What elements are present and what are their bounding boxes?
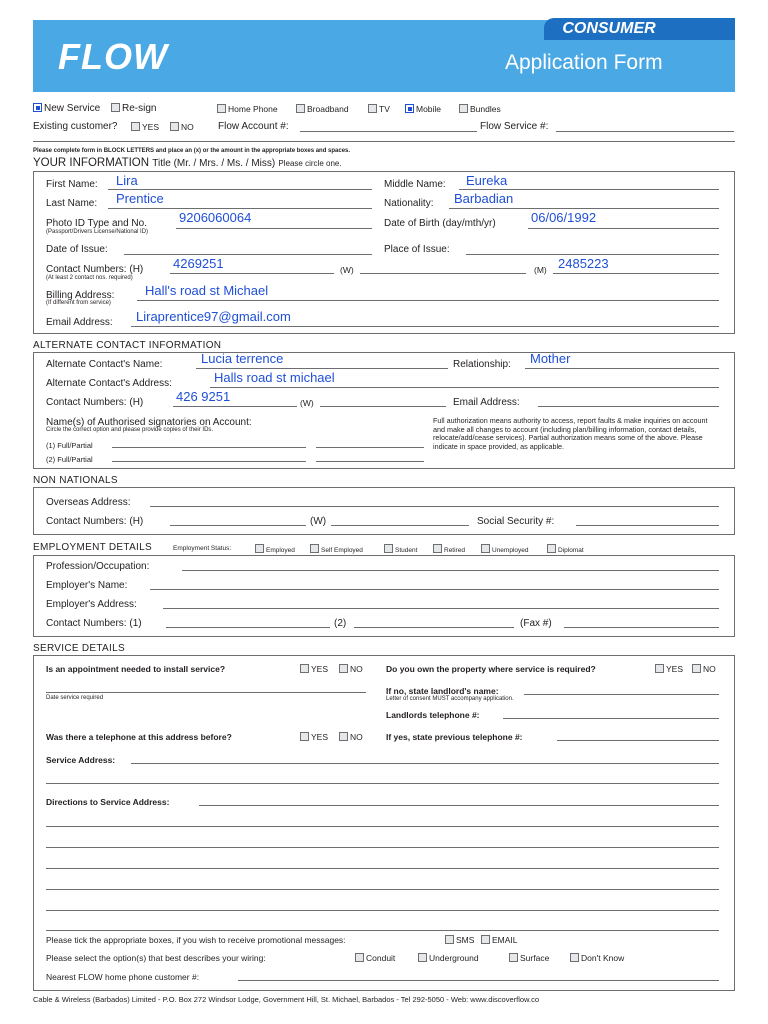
signatory-2-field[interactable] <box>112 461 306 462</box>
service-address-field[interactable] <box>131 763 719 764</box>
existing-yes-label: YES <box>142 122 160 132</box>
previous-phone-field[interactable] <box>557 740 719 741</box>
employed-option[interactable] <box>255 544 295 554</box>
bundles-option[interactable] <box>459 104 501 114</box>
own-no-label: NO <box>703 664 716 674</box>
last-name-label: Last Name: <box>46 198 98 209</box>
directions-line-4[interactable] <box>46 868 719 869</box>
contact-w-label: (W) <box>340 265 354 275</box>
page-title: Application Form <box>505 51 663 74</box>
employment-status-label: Employment Status: <box>173 545 232 552</box>
home-phone-checkbox[interactable] <box>217 104 226 113</box>
student-option[interactable] <box>384 544 417 554</box>
tel-before-no-checkbox[interactable] <box>339 732 348 741</box>
emp-contact-label: Contact Numbers: (1) <box>46 618 142 629</box>
fax-field[interactable] <box>564 627 719 628</box>
directions-label: Directions to Service Address: <box>46 797 170 807</box>
resign-option[interactable] <box>111 103 156 114</box>
footer-text: Cable & Wireless (Barbados) Limited - P.O. Box 272 Windsor Lodge, Government Hill, St. Michael, Barbados - Tel 292-5050 - Web: www.discoverflow.co <box>33 995 540 1004</box>
conduit-checkbox[interactable] <box>355 953 364 962</box>
home-phone-option[interactable] <box>217 104 278 114</box>
telephone-before-question: Was there a telephone at this address before? <box>46 732 232 742</box>
appointment-no-label: NO <box>350 664 363 674</box>
tel-before-yes-checkbox[interactable] <box>300 732 309 741</box>
consumer-label: CONSUMER <box>562 20 656 37</box>
title-prompt: Title (Mr. / Mrs. / Ms. / Miss) <box>152 158 276 169</box>
student-label: Student <box>395 547 418 554</box>
underground-label: Underground <box>429 953 479 963</box>
resign-label: Re-sign <box>122 103 157 114</box>
ss-field[interactable] <box>576 525 719 526</box>
promo-label: Please tick the appropriate boxes, if you wish to receive promotional messages: <box>46 935 346 945</box>
diplomat-checkbox[interactable] <box>547 544 556 553</box>
billing-value: Hall's road st Michael <box>145 283 269 298</box>
existing-customer-label: Existing customer? <box>33 121 118 132</box>
dont-know-option[interactable] <box>570 953 624 963</box>
alt-contact-label: Contact Numbers: (H) <box>46 397 144 408</box>
flow-service-field[interactable] <box>556 131 734 132</box>
own-yes-option[interactable] <box>655 664 683 674</box>
dont-know-label: Don't Know <box>581 953 625 963</box>
broadband-option[interactable] <box>296 104 349 114</box>
email-field[interactable] <box>131 326 719 327</box>
underground-option[interactable] <box>418 953 479 963</box>
surface-option[interactable] <box>509 953 549 963</box>
nn-contact-h-field[interactable] <box>170 525 306 526</box>
tv-option[interactable] <box>368 104 390 114</box>
middle-name-value: Eureka <box>466 173 508 188</box>
existing-no-label: NO <box>181 122 194 132</box>
own-no-option[interactable] <box>692 664 716 674</box>
service-title: SERVICE DETAILS <box>33 643 125 654</box>
photo-id-value: 9206060064 <box>179 210 252 225</box>
sms-option[interactable] <box>445 935 474 945</box>
nationality-field[interactable] <box>449 208 719 209</box>
nn-contact-w-field[interactable] <box>331 525 469 526</box>
emp-contact-2-label: (2) <box>334 618 347 629</box>
sms-label: SMS <box>456 935 475 945</box>
underground-checkbox[interactable] <box>418 953 427 962</box>
nn-contact-label: Contact Numbers: (H) <box>46 516 144 527</box>
self-employed-checkbox[interactable] <box>310 544 319 553</box>
sms-checkbox[interactable] <box>445 935 454 944</box>
signatory-2-extra-field[interactable] <box>316 461 424 462</box>
place-issue-field[interactable] <box>466 254 719 255</box>
emp-contact-1-field[interactable] <box>166 627 330 628</box>
photo-id-label: Photo ID Type and No. <box>46 218 147 229</box>
diplomat-option[interactable] <box>547 544 584 554</box>
own-yes-checkbox[interactable] <box>655 664 664 673</box>
date-required-label: Date service required <box>46 695 104 701</box>
overseas-field[interactable] <box>150 506 719 507</box>
alternate-title: ALTERNATE CONTACT INFORMATION <box>33 340 222 351</box>
full-partial-1-label: (1) Full/Partial <box>46 441 93 450</box>
alt-email-field[interactable] <box>538 406 719 407</box>
flow-service-label: Flow Service #: <box>480 121 549 132</box>
alt-name-value: Lucia terrence <box>201 351 284 366</box>
nationality-value: Barbadian <box>454 191 514 206</box>
diplomat-label: Diplomat <box>558 547 584 554</box>
alt-email-label: Email Address: <box>453 397 520 408</box>
your-info-title: YOUR INFORMATION <box>33 157 150 169</box>
alt-name-field[interactable] <box>196 368 448 369</box>
email-promo-option[interactable] <box>481 935 518 945</box>
email-value: Liraprentice97@gmail.com <box>136 309 291 324</box>
fax-label: (Fax #) <box>520 618 552 629</box>
service-address-line-2[interactable] <box>46 783 719 784</box>
contact-h-value: 4269251 <box>173 256 224 271</box>
circle-one-note: Please circle one. <box>278 159 342 168</box>
unemployed-option[interactable] <box>481 544 529 554</box>
emp-contact-2-field[interactable] <box>354 627 514 628</box>
contact-m-value: 2485223 <box>558 256 609 271</box>
appointment-yes-option[interactable] <box>300 664 328 674</box>
signatory-1-field[interactable] <box>112 447 306 448</box>
non-nationals-title: NON NATIONALS <box>33 475 118 486</box>
dob-value: 06/06/1992 <box>531 210 597 225</box>
contact-h-field[interactable] <box>170 273 334 274</box>
contact-label: Contact Numbers: (H) <box>46 264 144 275</box>
alt-address-label: Alternate Contact's Address: <box>46 378 172 389</box>
alt-contact-h-field[interactable] <box>173 406 297 407</box>
tv-checkbox[interactable] <box>368 104 377 113</box>
appointment-no-option[interactable] <box>339 664 363 674</box>
broadband-label: Broadband <box>307 104 349 114</box>
employment-title: EMPLOYMENT DETAILS <box>33 542 152 553</box>
contact-m-label: (M) <box>534 265 547 275</box>
middle-name-field[interactable] <box>459 189 719 190</box>
profession-field[interactable] <box>182 570 719 571</box>
billing-field[interactable] <box>137 300 719 301</box>
nearest-customer-label: Nearest FLOW home phone customer #: <box>46 972 200 982</box>
ss-label: Social Security #: <box>477 516 555 527</box>
unemployed-label: Unemployed <box>492 547 529 554</box>
conduit-option[interactable] <box>355 953 395 963</box>
email-promo-checkbox[interactable] <box>481 935 490 944</box>
middle-name-label: Middle Name: <box>384 179 446 190</box>
new-service-checkbox[interactable] <box>33 103 42 112</box>
employed-label: Employed <box>266 547 295 554</box>
overseas-label: Overseas Address: <box>46 497 131 508</box>
last-name-value: Prentice <box>116 191 164 206</box>
student-checkbox[interactable] <box>384 544 393 553</box>
directions-line-6[interactable] <box>46 910 719 911</box>
alt-contact-w-label: (W) <box>300 398 314 408</box>
date-required-field[interactable] <box>46 692 366 693</box>
tv-label: TV <box>379 104 390 114</box>
full-partial-2-label: (2) Full/Partial <box>46 455 93 464</box>
nn-contact-w-label: (W) <box>310 516 327 527</box>
photo-id-note: (Passport/Drivers License/National ID) <box>46 229 149 235</box>
bundles-label: Bundles <box>470 104 501 114</box>
appointment-yes-label: YES <box>311 664 329 674</box>
unemployed-checkbox[interactable] <box>481 544 490 553</box>
non-nationals-section <box>33 487 735 535</box>
surface-label: Surface <box>520 953 550 963</box>
retired-label: Retired <box>444 547 465 554</box>
landlord-field[interactable] <box>524 694 719 695</box>
service-address-label: Service Address: <box>46 755 116 765</box>
directions-line-3[interactable] <box>46 847 719 848</box>
previous-phone-label: If yes, state previous telephone #: <box>386 732 523 742</box>
retired-option[interactable] <box>433 544 465 554</box>
date-issue-field[interactable] <box>124 254 372 255</box>
new-service-option[interactable] <box>33 103 100 114</box>
employer-name-label: Employer's Name: <box>46 580 128 591</box>
resign-checkbox[interactable] <box>111 103 120 112</box>
own-property-question: Do you own the property where service is required? <box>386 664 596 674</box>
flow-account-label: Flow Account #: <box>218 121 289 132</box>
appointment-no-checkbox[interactable] <box>339 664 348 673</box>
contact-w-field[interactable] <box>360 273 526 274</box>
employed-checkbox[interactable] <box>255 544 264 553</box>
flow-account-field[interactable] <box>300 131 477 132</box>
email-label: Email Address: <box>46 317 113 328</box>
mobile-checkbox[interactable] <box>405 104 414 113</box>
mobile-label: Mobile <box>416 104 442 114</box>
new-service-label: New Service <box>44 103 101 114</box>
landlord-phone-field[interactable] <box>503 718 719 719</box>
tel-before-no-label: NO <box>350 732 363 742</box>
date-issue-label: Date of Issue: <box>46 244 108 255</box>
relationship-label: Relationship: <box>453 359 511 370</box>
surface-checkbox[interactable] <box>509 953 518 962</box>
relationship-field[interactable] <box>525 368 719 369</box>
relationship-value: Mother <box>530 351 571 366</box>
contact-m-field[interactable] <box>553 273 719 274</box>
alt-contact-w-field[interactable] <box>320 406 446 407</box>
email-promo-label: EMAIL <box>492 935 518 945</box>
existing-no-option[interactable] <box>170 122 194 132</box>
bundles-checkbox[interactable] <box>459 104 468 113</box>
billing-label: Billing Address: <box>46 290 115 301</box>
home-phone-label: Home Phone <box>228 104 278 114</box>
landlord-label: If no, state landlord's name: <box>386 686 499 696</box>
self-employed-label: Self Employed <box>321 547 363 554</box>
instructions: Please complete form in BLOCK LETTERS and place an (x) or the amount in the appropriate boxes and spaces. <box>33 148 351 154</box>
authorization-note: Full authorization means authority to access, report faults & make inquiries on account and make all changes to account (including plan/billing information, contact details, relocate/add/cease services). Partial authorization means some of the above. Please indicate in space provided, as applicable. <box>433 416 708 451</box>
alt-address-field[interactable] <box>210 387 719 388</box>
directions-line-2[interactable] <box>46 826 719 827</box>
last-name-field[interactable] <box>108 208 372 209</box>
dob-field[interactable] <box>528 228 719 229</box>
own-no-checkbox[interactable] <box>692 664 701 673</box>
employer-name-field[interactable] <box>150 589 719 590</box>
appointment-question: Is an appointment needed to install service? <box>46 664 226 674</box>
nationality-label: Nationality: <box>384 198 434 209</box>
alt-address-value: Halls road st michael <box>214 370 335 385</box>
tel-before-yes-label: YES <box>311 732 329 742</box>
directions-field[interactable] <box>199 805 719 806</box>
landlord-note: Letter of consent MUST accompany application. <box>386 696 514 702</box>
your-info-heading <box>33 157 342 169</box>
signatories-note: Circle the correct option and please provide copies of their IDs. <box>46 427 214 433</box>
first-name-field[interactable] <box>108 189 372 190</box>
appointment-yes-checkbox[interactable] <box>300 664 309 673</box>
existing-yes-option[interactable] <box>131 122 159 132</box>
employer-address-field[interactable] <box>163 608 719 609</box>
dob-label: Date of Birth (day/mth/yr) <box>384 218 496 229</box>
landlord-phone-label: Landlords telephone #: <box>386 710 480 720</box>
tel-before-yes-option[interactable] <box>300 732 328 742</box>
place-issue-label: Place of Issue: <box>384 244 450 255</box>
contact-note: (At least 2 contact nos. required) <box>46 275 133 281</box>
self-employed-option[interactable] <box>310 544 363 554</box>
top-divider <box>33 141 735 142</box>
alt-contact-h-value: 426 9251 <box>176 389 231 404</box>
broadband-checkbox[interactable] <box>296 104 305 113</box>
first-name-label: First Name: <box>46 179 98 190</box>
signatories-label: Name(s) of Authorised signatories on Account: <box>46 417 252 428</box>
photo-id-field[interactable] <box>176 228 372 229</box>
nearest-customer-field[interactable] <box>238 980 719 981</box>
first-name-value: Lira <box>116 173 138 188</box>
own-yes-label: YES <box>666 664 684 674</box>
directions-line-5[interactable] <box>46 889 719 890</box>
dont-know-checkbox[interactable] <box>570 953 579 962</box>
mobile-option[interactable] <box>405 104 441 114</box>
signatory-1-extra-field[interactable] <box>316 447 424 448</box>
directions-line-7[interactable] <box>46 930 719 931</box>
flow-logo: FLOW <box>58 36 168 77</box>
conduit-label: Conduit <box>366 953 396 963</box>
wiring-label: Please select the option(s) that best describes your wiring: <box>46 953 266 963</box>
existing-yes-checkbox[interactable] <box>131 122 140 131</box>
alt-name-label: Alternate Contact's Name: <box>46 359 163 370</box>
employer-address-label: Employer's Address: <box>46 599 137 610</box>
existing-no-checkbox[interactable] <box>170 122 179 131</box>
profession-label: Profession/Occupation: <box>46 561 150 572</box>
billing-note: (If different from service) <box>46 300 111 306</box>
tel-before-no-option[interactable] <box>339 732 363 742</box>
retired-checkbox[interactable] <box>433 544 442 553</box>
